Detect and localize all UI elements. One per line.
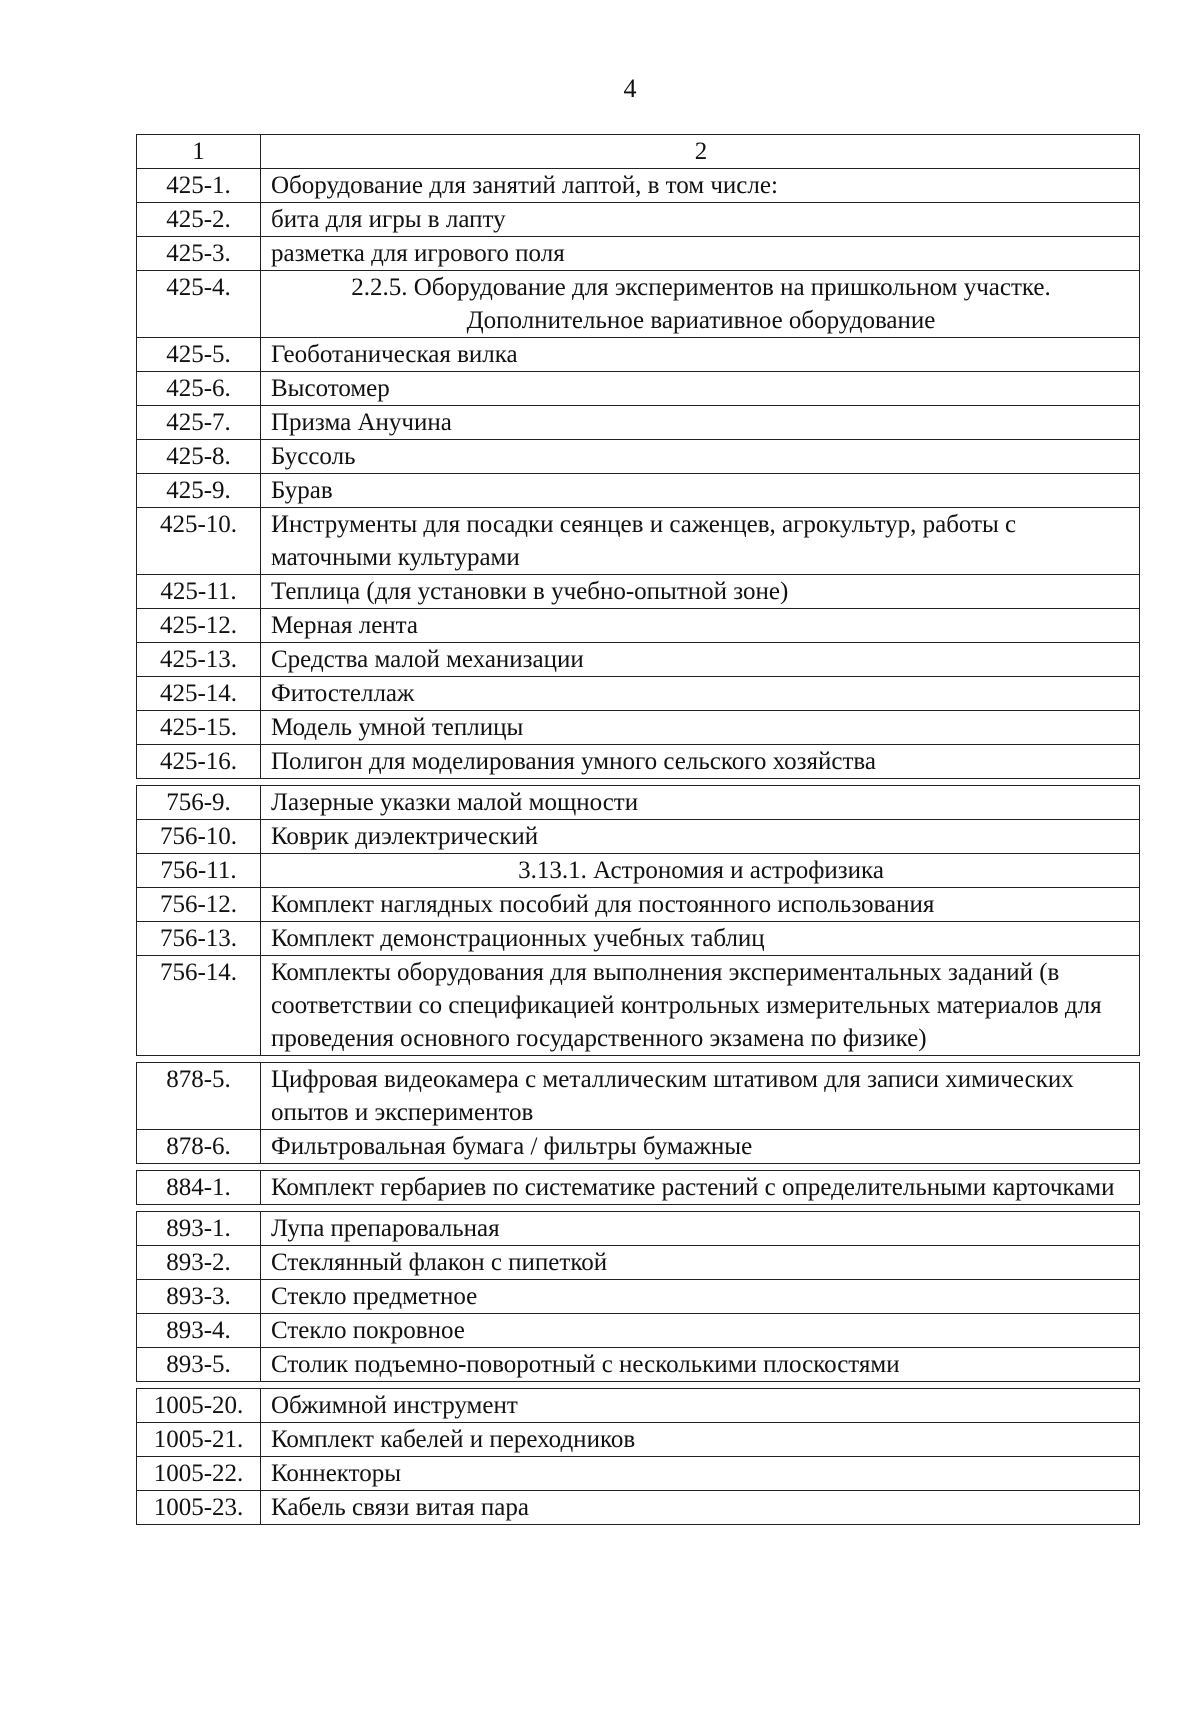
table-row: [137, 1171, 1139, 1204]
item-number: 425-1.: [137, 169, 261, 202]
item-description: Стекло покровное: [271, 1317, 465, 1344]
table-section: [136, 1211, 1140, 1382]
item-number: 756-12.: [137, 888, 261, 921]
item-number: 425-3.: [137, 237, 261, 270]
item-number: 425-9.: [137, 474, 261, 507]
item-description: Теплица (для установки в учебно-опытной зоне): [271, 578, 789, 605]
table-row: [137, 1279, 1139, 1313]
item-description: разметка для игрового поля: [271, 240, 565, 267]
item-description: Мерная лента: [271, 612, 418, 639]
item-number: 425-13.: [137, 643, 261, 676]
table-header-row: [137, 135, 1139, 168]
item-description: Лупа препаровальная: [271, 1215, 500, 1242]
column-2-header: 2: [694, 138, 708, 165]
item-description: Стеклянный флакон с пипеткой: [271, 1249, 608, 1276]
item-number: 425-4.: [137, 271, 261, 337]
item-number: 893-1.: [137, 1212, 261, 1245]
table-row: [137, 676, 1139, 710]
item-number: 756-9.: [137, 786, 261, 819]
table-row: [137, 887, 1139, 921]
item-number: 893-5.: [137, 1348, 261, 1381]
item-number: 878-5.: [137, 1063, 261, 1129]
item-number: 893-4.: [137, 1314, 261, 1347]
table-row: [137, 744, 1139, 778]
item-description: Комплект демонстрационных учебных таблиц: [271, 925, 765, 952]
item-number: 425-16.: [137, 745, 261, 778]
item-description: бита для игры в лапту: [271, 206, 506, 233]
table-section: [136, 1170, 1140, 1205]
item-description: Полигон для моделирования умного сельского хозяйства: [271, 748, 877, 775]
item-description: Фитостеллаж: [271, 680, 415, 707]
table-row: [137, 1063, 1139, 1129]
item-description: Высотомер: [271, 375, 390, 402]
table-row: [137, 1422, 1139, 1456]
table-row: [137, 439, 1139, 473]
item-description: Средства малой механизации: [271, 646, 584, 673]
table-row: [137, 236, 1139, 270]
item-number: 756-11.: [137, 854, 261, 887]
table-row: [137, 507, 1139, 574]
item-description: Оборудование для занятий лаптой, в том числе:: [271, 172, 778, 199]
table-section: [136, 785, 1140, 1056]
item-number: 425-5.: [137, 338, 261, 371]
table-row: [137, 405, 1139, 439]
table-row: [137, 710, 1139, 744]
table-row: [137, 1490, 1139, 1524]
item-number: 756-14.: [137, 956, 261, 1055]
table-row: [137, 574, 1139, 608]
item-description: Буссоль: [271, 443, 356, 470]
item-description: Модель умной теплицы: [271, 714, 524, 741]
table-row: [137, 819, 1139, 853]
item-description: Призма Анучина: [271, 409, 452, 436]
item-number: 893-2.: [137, 1246, 261, 1279]
table-row: [137, 1212, 1139, 1245]
table-row: [137, 473, 1139, 507]
item-description: Лазерные указки малой мощности: [271, 789, 639, 816]
table-row: [137, 608, 1139, 642]
table-row: [137, 1129, 1139, 1163]
item-number: 425-6.: [137, 372, 261, 405]
section-heading: 2.2.5. Оборудование для экспериментов на пришкольном участке. Дополнительное вариативное оборудование: [351, 274, 1051, 334]
section-heading: 3.13.1. Астрономия и астрофизика: [518, 857, 884, 884]
table-row: [137, 202, 1139, 236]
item-number: 425-10.: [137, 508, 261, 574]
equipment-table: [136, 134, 1140, 1525]
item-number: 425-8.: [137, 440, 261, 473]
item-number: 425-7.: [137, 406, 261, 439]
item-description: Обжимной инструмент: [271, 1392, 518, 1419]
item-description: Кабель связи витая пара: [271, 1494, 529, 1521]
table-row: [137, 853, 1139, 887]
item-description: Коннекторы: [271, 1460, 401, 1487]
table-section: [136, 1388, 1140, 1525]
item-description: Фильтровальная бумага / фильтры бумажные: [271, 1133, 753, 1160]
page-number: 4: [623, 74, 637, 103]
item-number: 878-6.: [137, 1130, 261, 1163]
table-row: [137, 168, 1139, 202]
table-row: [137, 1313, 1139, 1347]
item-description: Стекло предметное: [271, 1283, 478, 1310]
item-description: Комплект наглядных пособий для постоянного использования: [271, 891, 935, 918]
table-row: [137, 786, 1139, 819]
item-number: 425-15.: [137, 711, 261, 744]
item-number: 756-10.: [137, 820, 261, 853]
item-number: 1005-22.: [137, 1457, 261, 1490]
table-row: [137, 955, 1139, 1055]
table-row: [137, 1389, 1139, 1422]
table-row: [137, 1456, 1139, 1490]
table-row: [137, 642, 1139, 676]
item-number: 425-12.: [137, 609, 261, 642]
item-description: Комплект кабелей и переходников: [271, 1426, 636, 1453]
table-row: [137, 921, 1139, 955]
item-number: 756-13.: [137, 922, 261, 955]
table-row: [137, 1245, 1139, 1279]
table-section: [136, 1062, 1140, 1164]
item-number: 425-14.: [137, 677, 261, 710]
item-number: 893-3.: [137, 1280, 261, 1313]
item-number: 425-2.: [137, 203, 261, 236]
item-number: 1005-23.: [137, 1491, 261, 1524]
item-number: 1005-20.: [137, 1389, 261, 1422]
table-row: [137, 337, 1139, 371]
item-number: 884-1.: [137, 1171, 261, 1204]
table-row: [137, 1347, 1139, 1381]
item-description: Геоботаническая вилка: [271, 341, 518, 368]
item-description: Инструменты для посадки сеянцев и саженцев, агрокультур, работы с маточными культурами: [271, 511, 1017, 571]
column-1-header: 1: [137, 135, 261, 168]
item-description: Комплекты оборудования для выполнения экспериментальных заданий (в соответствии со спецификацией контрольных измерительных материалов для проведения основного государственного экзамена по физике): [271, 959, 1102, 1052]
item-number: 1005-21.: [137, 1423, 261, 1456]
item-description: Комплект гербариев по систематике растений с определительными карточками: [271, 1174, 1115, 1201]
item-description: Столик подъемно-поворотный с несколькими плоскостями: [271, 1351, 900, 1378]
item-description: Бурав: [271, 477, 333, 504]
table-header-block: [136, 134, 1140, 779]
item-number: 425-11.: [137, 575, 261, 608]
table-row: [137, 371, 1139, 405]
item-description: Цифровая видеокамера с металлическим штативом для записи химических опытов и экспериментов: [271, 1066, 1074, 1126]
item-description: Коврик диэлектрический: [271, 823, 539, 850]
table-row: [137, 270, 1139, 337]
